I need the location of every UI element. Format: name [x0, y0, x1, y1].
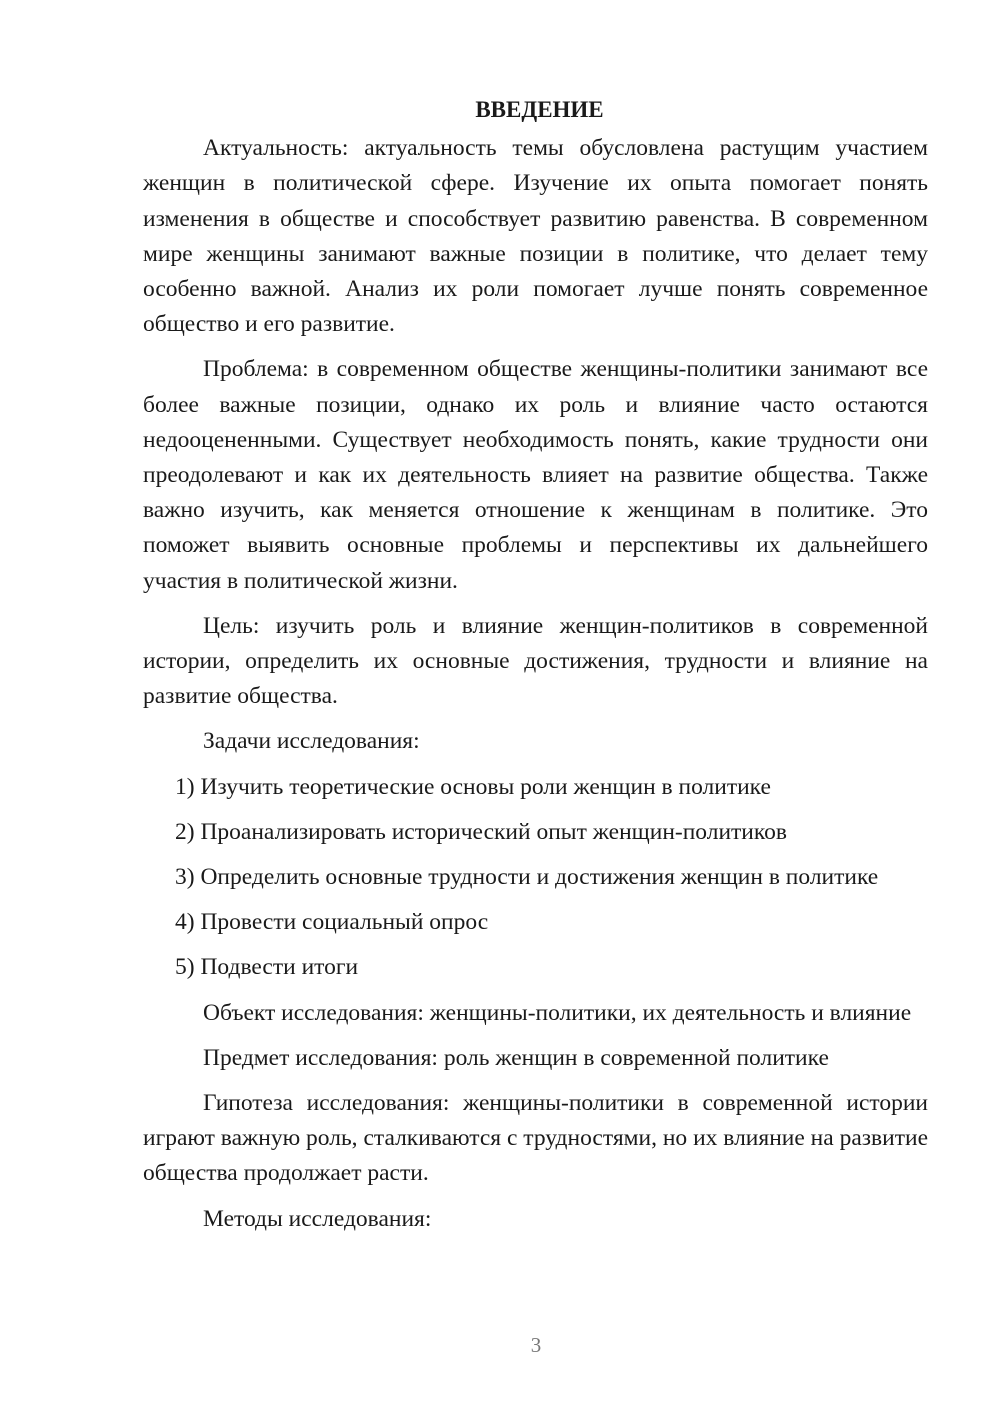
- paragraph-relevance: Актуальность: актуальность темы обусловлена растущим участием женщин в политической сфере. Изучение их опыта помогает понять изменения в обществе и способствует развитию равенства. В современном мире женщины занимают важные позиции в политике, что делает тему особенно важной. Анализ их роли помогает лучше понять современное общество и его развитие.: [143, 135, 928, 338]
- paragraph-tasks-heading: Задачи исследования:: [203, 728, 420, 755]
- section-heading: ВВЕДЕНИЕ: [475, 97, 604, 122]
- list-item: 1) Изучить теоретические основы роли женщин в политике: [175, 773, 771, 800]
- list-item: 4) Провести социальный опрос: [175, 909, 489, 936]
- paragraph-problem: Проблема: в современном обществе женщины-политики занимают все более важные позиции, однако их роль и влияние часто остаются недооцененными. Существует необходимость понять, какие трудности они преодолевают и как их деятельность влияет на развитие общества. Также важно изучить, как меняется отношение к женщинам в политике. Это поможет выявить основные проблемы и перспективы их дальнейшего участия в политической жизни.: [143, 356, 928, 594]
- paragraph-methods: Методы исследования:: [203, 1205, 432, 1232]
- paragraph-hypothesis: Гипотеза исследования: женщины-политики в современной истории играют важную роль, сталкиваются с трудностями, но их влияние на развитие общества продолжает расти.: [143, 1090, 928, 1187]
- paragraph-goal: Цель: изучить роль и влияние женщин-политиков в современной истории, определить их основные достижения, трудности и влияние на развитие общества.: [143, 612, 928, 710]
- page-number: 3: [530, 1333, 542, 1357]
- list-item: 2) Проанализировать исторический опыт женщин-политиков: [175, 818, 787, 845]
- page-content: [143, 92, 928, 1247]
- list-item: 3) Определить основные трудности и достижения женщин в политике: [175, 864, 879, 891]
- task-list: [143, 770, 928, 986]
- list-item: 5) Подвести итоги: [175, 954, 359, 981]
- paragraph-subject: Предмет исследования: роль женщин в современной политике: [203, 1044, 829, 1071]
- paragraph-object: Объект исследования: женщины-политики, их деятельность и влияние: [203, 999, 912, 1026]
